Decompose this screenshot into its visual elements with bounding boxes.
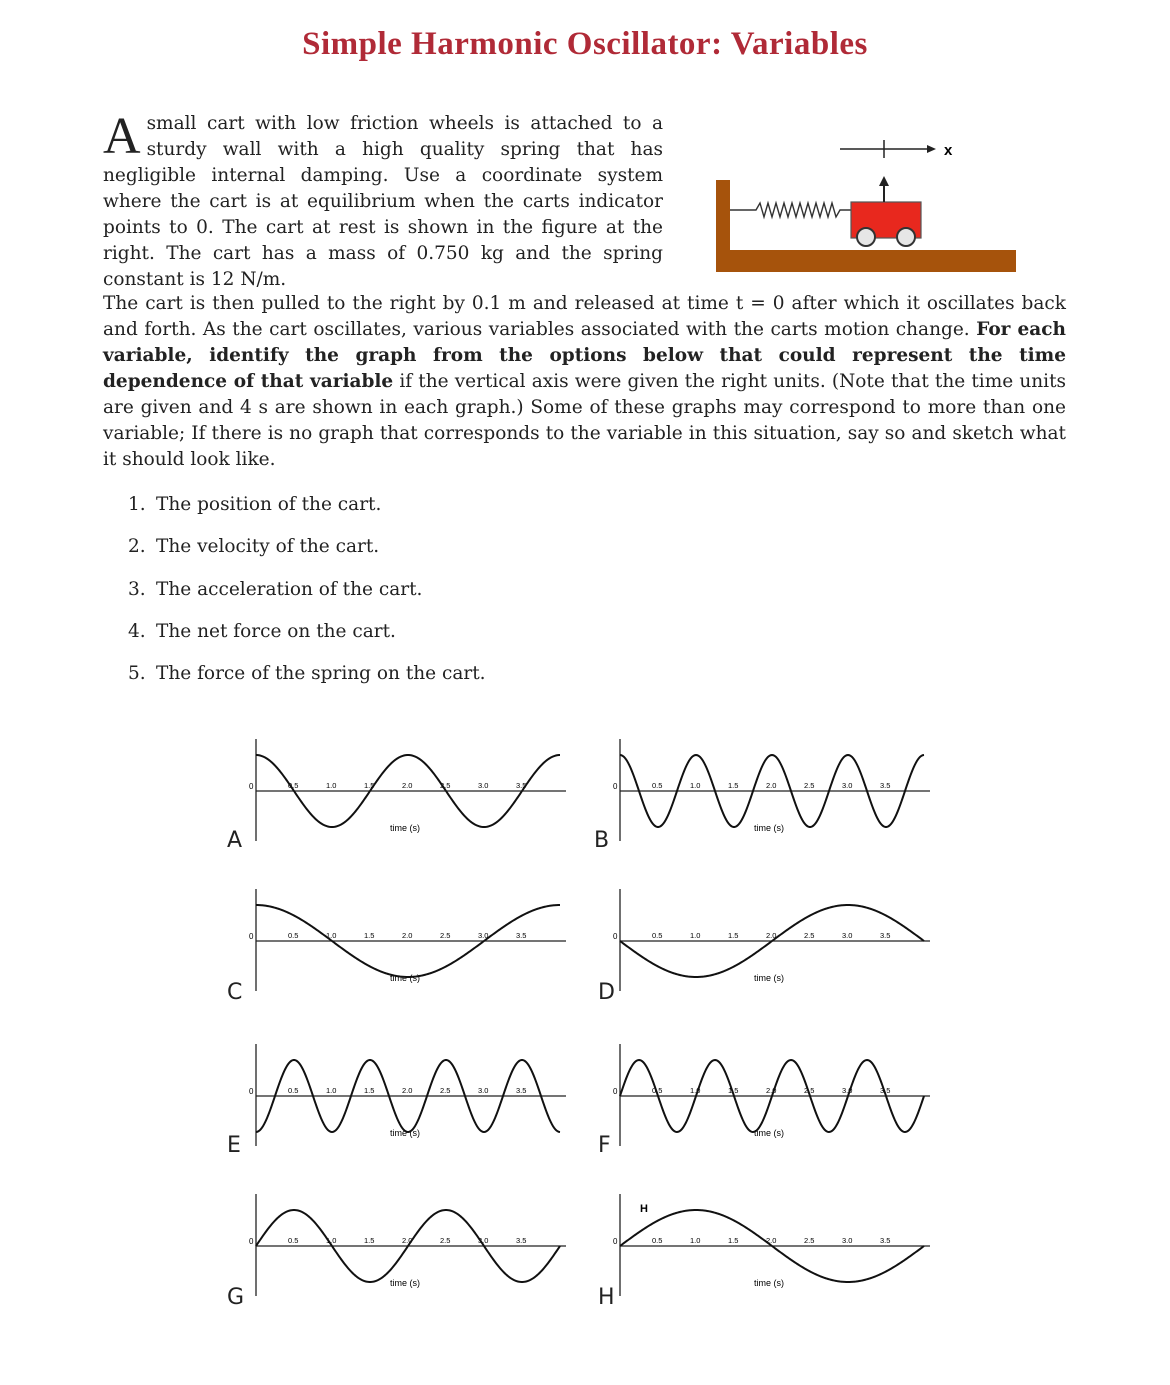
graph-a — [248, 735, 568, 855]
zero-label: 0 — [249, 782, 254, 791]
tick-label: 1.5 — [728, 1236, 739, 1245]
intro-paragraph — [103, 108, 663, 293]
x-axis-label: x — [944, 142, 953, 159]
graph-e — [248, 1040, 568, 1160]
tick-label: 1.0 — [326, 1086, 337, 1095]
graph-c — [248, 885, 568, 1005]
spring — [730, 203, 852, 217]
x-axis-label: time (s) — [754, 973, 784, 983]
graph-g — [248, 1190, 568, 1310]
tick-label: 1.5 — [364, 931, 375, 940]
zero-label: 0 — [613, 1087, 618, 1096]
tick-label: 2.5 — [804, 931, 815, 940]
question-text: The velocity of the cart. — [156, 536, 380, 558]
graph-letter-g: G — [227, 1285, 245, 1310]
tick-label: 3.0 — [842, 931, 853, 940]
x-axis-label: time (s) — [754, 823, 784, 833]
list-item — [128, 536, 486, 578]
tick-label: 1.5 — [728, 931, 739, 940]
tick-label: 3.5 — [516, 1236, 527, 1245]
tick-label: 3.5 — [516, 931, 527, 940]
graph-h — [612, 1190, 932, 1310]
tick-label: 2.0 — [402, 931, 413, 940]
tick-label: 3.5 — [516, 1086, 527, 1095]
zero-label: 0 — [249, 1237, 254, 1246]
inset-label: H — [640, 1203, 648, 1215]
intro-text: small cart with low friction wheels is attached to a sturdy wall with a high quality spring that has negligible internal damping. Use a coordinate system where the cart is at equilibrium when the carts indicator points to 0. The cart at rest is shown in the figure at the right. The cart has a mass of 0.750 kg and the spring constant is 12 N/m. — [103, 113, 663, 290]
instructions-bold: For each variable, identify the graph from the options below that could represent the time dependence of that variable — [103, 319, 1066, 392]
tick-label: 2.5 — [440, 781, 451, 790]
graph-letter-c: C — [227, 980, 243, 1005]
tick-label: 3.0 — [478, 1086, 489, 1095]
question-number: 2. — [128, 536, 146, 558]
question-number: 1. — [128, 494, 146, 515]
tick-label: 1.5 — [364, 1236, 375, 1245]
tick-label: 1.5 — [728, 1086, 739, 1095]
tick-label: 1.0 — [690, 931, 701, 940]
list-item — [128, 579, 486, 621]
tick-label: 2.0 — [766, 1086, 777, 1095]
tick-label: 1.0 — [326, 781, 337, 790]
tick-label: 1.0 — [690, 781, 701, 790]
graph-letter-f: F — [598, 1133, 611, 1158]
x-axis-label: time (s) — [754, 1278, 784, 1288]
tick-label: 2.5 — [440, 931, 451, 940]
tick-label: 3.0 — [842, 781, 853, 790]
tick-label: 2.5 — [804, 1236, 815, 1245]
tick-label: 2.0 — [402, 1236, 413, 1245]
graph-d — [612, 885, 932, 1005]
tick-label: 0.5 — [288, 781, 299, 790]
question-text: The position of the cart. — [156, 494, 382, 515]
tick-label: 2.5 — [440, 1236, 451, 1245]
graph-letter-a: A — [227, 828, 243, 853]
tick-label: 3.5 — [516, 781, 527, 790]
graph-f — [612, 1040, 932, 1160]
question-number: 5. — [128, 663, 146, 685]
tick-label: 1.5 — [364, 781, 375, 790]
tick-label: 0.5 — [652, 931, 663, 940]
zero-label: 0 — [249, 1087, 254, 1096]
tick-label: 0.5 — [288, 1236, 299, 1245]
tick-label: 2.0 — [766, 931, 777, 940]
zero-label: 0 — [613, 932, 618, 941]
question-text: The net force on the cart. — [156, 620, 396, 642]
tick-label: 3.5 — [880, 1086, 891, 1095]
list-item — [128, 621, 486, 663]
cart-spring-figure — [716, 130, 1016, 275]
question-text: The force of the spring on the cart. — [156, 663, 486, 685]
question-number: 3. — [128, 578, 146, 600]
instructions-text-1: The cart is then pulled to the right by 0.1 m and released at time t = 0 after which it oscillates back and forth. As the cart oscillates, various variables associated with the carts motion change. — [103, 293, 1066, 340]
floor — [716, 250, 1016, 272]
tick-label: 2.0 — [402, 781, 413, 790]
graph-letter-d: D — [598, 980, 615, 1005]
tick-label: 1.5 — [364, 1086, 375, 1095]
x-axis-arrowhead — [927, 145, 936, 153]
zero-label: 0 — [249, 932, 254, 941]
x-axis-label: time (s) — [390, 973, 420, 983]
tick-label: 1.0 — [690, 1086, 701, 1095]
x-axis-label: time (s) — [754, 1128, 784, 1138]
x-axis-label: time (s) — [390, 823, 420, 833]
tick-label: 3.0 — [478, 1236, 489, 1245]
instructions-text-2: if the vertical axis were given the right units. (Note that the time units are given and 4 s are shown in each graph.) Some of these graphs may correspond to more than one variable; If there is no graph that corresponds to the variable in this situation, say so and sketch what it should look like. — [103, 371, 1066, 470]
tick-label: 3.0 — [842, 1236, 853, 1245]
graph-letter-b: B — [594, 828, 610, 853]
x-axis-label: time (s) — [390, 1278, 420, 1288]
tick-label: 0.5 — [652, 781, 663, 790]
tick-label: 1.5 — [728, 781, 739, 790]
drop-cap: A — [103, 108, 141, 165]
graph-b — [612, 735, 932, 855]
x-axis-label: time (s) — [390, 1128, 420, 1138]
tick-label: 0.5 — [288, 931, 299, 940]
tick-label: 3.0 — [478, 931, 489, 940]
graph-letter-h: H — [598, 1285, 615, 1310]
tick-label: 2.0 — [766, 1236, 777, 1245]
list-item — [128, 663, 486, 705]
zero-label: 0 — [613, 1237, 618, 1246]
list-item — [128, 494, 486, 536]
tick-label: 0.5 — [288, 1086, 299, 1095]
tick-label: 0.5 — [652, 1086, 663, 1095]
tick-label: 2.0 — [402, 1086, 413, 1095]
tick-label: 2.5 — [440, 1086, 451, 1095]
cart-wheel-right — [897, 228, 915, 246]
tick-label: 1.0 — [690, 1236, 701, 1245]
tick-label: 1.0 — [326, 931, 337, 940]
tick-label: 2.0 — [766, 781, 777, 790]
graph-letter-e: E — [227, 1133, 241, 1158]
tick-label: 1.0 — [326, 1236, 337, 1245]
tick-label: 0.5 — [652, 1236, 663, 1245]
tick-label: 3.5 — [880, 781, 891, 790]
question-text: The acceleration of the cart. — [156, 578, 423, 600]
zero-label: 0 — [613, 782, 618, 791]
tick-label: 2.5 — [804, 781, 815, 790]
page-title: Simple Harmonic Oscillator: Variables — [302, 26, 868, 62]
tick-label: 3.0 — [842, 1086, 853, 1095]
question-list — [128, 494, 486, 705]
cart-wheel-left — [857, 228, 875, 246]
instructions-paragraph — [103, 291, 1066, 473]
tick-label: 3.0 — [478, 781, 489, 790]
indicator-arrowhead — [879, 176, 889, 186]
question-number: 4. — [128, 620, 146, 642]
tick-label: 3.5 — [880, 931, 891, 940]
tick-label: 3.5 — [880, 1236, 891, 1245]
tick-label: 2.5 — [804, 1086, 815, 1095]
